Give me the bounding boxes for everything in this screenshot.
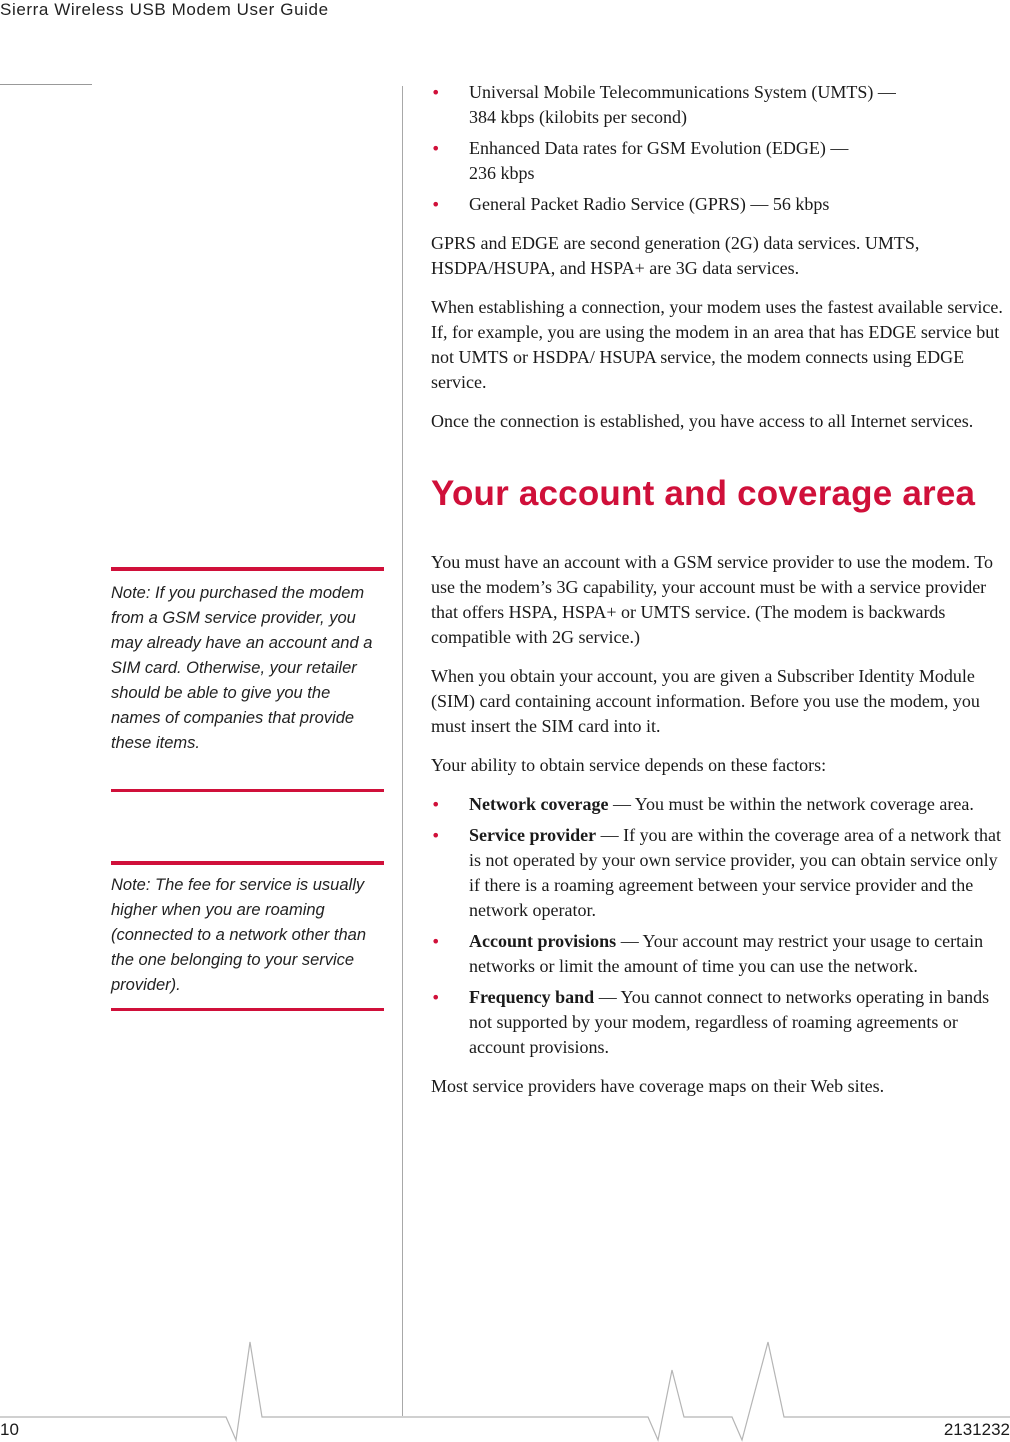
bullet-icon: • [431,195,441,214]
network-speed-list [431,80,1010,217]
roaming-fee-note: Note: The fee for service is usually higher when you are roaming (connected to a network other than the one belonging to your service provider). [111,861,384,1011]
list-item [431,192,1010,217]
list-item [431,823,1010,923]
bullet-icon: • [431,988,441,1007]
paragraph: Once the connection is established, you have access to all Internet services. [431,411,974,431]
bullet-icon: • [431,826,441,845]
list-item [431,136,1010,186]
list-item-text-cont: 236 kbps [469,163,535,183]
list-item [431,929,1010,979]
factor-text: — Your account may restrict your usage to certain networks or limit the amount of time you can use the network. [469,931,984,976]
footer-wave-decoration [0,1330,1010,1442]
factor-text: — If you are within the coverage area of a network that is not operated by your own service provider, you can obtain service only if there is a roaming agreement between your service provider and the network operator. [469,825,1001,920]
bullet-icon: • [431,139,441,158]
paragraph: Your ability to obtain service depends on these factors: [431,755,827,775]
list-item-text: General Packet Radio Service (GPRS) — 56 kbps [469,194,830,214]
factor-term: Account provisions [469,931,617,951]
factor-term: Service provider [469,825,597,845]
page-number: 10 [0,1420,19,1439]
closing-paragraph: Most service providers have coverage maps on their Web sites. [431,1076,885,1096]
bullet-icon: • [431,932,441,951]
paragraph: You must have an account with a GSM service provider to use the modem. To use the modem’s 3G capability, your account must be with a service provider that offers HSPA, HSPA+ or UMTS service. (The modem is backwards compatible with 2G service.) [431,552,993,647]
factor-text: — You cannot connect to networks operating in bands not supported by your modem, regardless of roaming agreements or account provisions. [469,987,990,1057]
factor-text: — You must be within the network coverage area. [608,794,974,814]
list-item [431,792,1010,817]
list-item-text: Enhanced Data rates for GSM Evolution (EDGE) — [469,138,849,158]
bullet-icon: • [431,795,441,814]
document-number: 2131232 [943,1420,1010,1439]
list-item [431,80,1010,130]
list-item [431,985,1010,1060]
factors-list [431,792,1010,1060]
paragraph: When establishing a connection, your modem uses the fastest available service. If, for example, you are using the modem in an area that has EDGE service but not UMTS or HSDPA/ HSUPA service, the modem connects using EDGE service. [431,297,1003,392]
bullet-icon: • [431,83,441,102]
factor-term: Frequency band [469,987,595,1007]
paragraph: GPRS and EDGE are second generation (2G) data services. UMTS, HSDPA/HSUPA, and HSPA+ are 3G data services. [431,233,920,278]
factor-term: Network coverage [469,794,609,814]
column-divider [402,86,403,1416]
running-header: Sierra Wireless USB Modem User Guide [0,0,329,19]
header-rule [0,84,92,85]
paragraph: When you obtain your account, you are given a Subscriber Identity Module (SIM) card containing account information. Before you use the modem, you must insert the SIM card into it. [431,666,980,736]
list-item-text: Universal Mobile Telecommunications System (UMTS) — [469,82,896,102]
list-item-text-cont: 384 kbps (kilobits per second) [469,107,687,127]
section-heading: Your account and coverage area [431,474,976,513]
main-column [431,80,1010,1113]
sim-card-note: Note: If you purchased the modem from a GSM service provider, you may already have an account and a SIM card. Otherwise, your retailer should be able to give you the names of companies that provide these items. [111,567,384,792]
